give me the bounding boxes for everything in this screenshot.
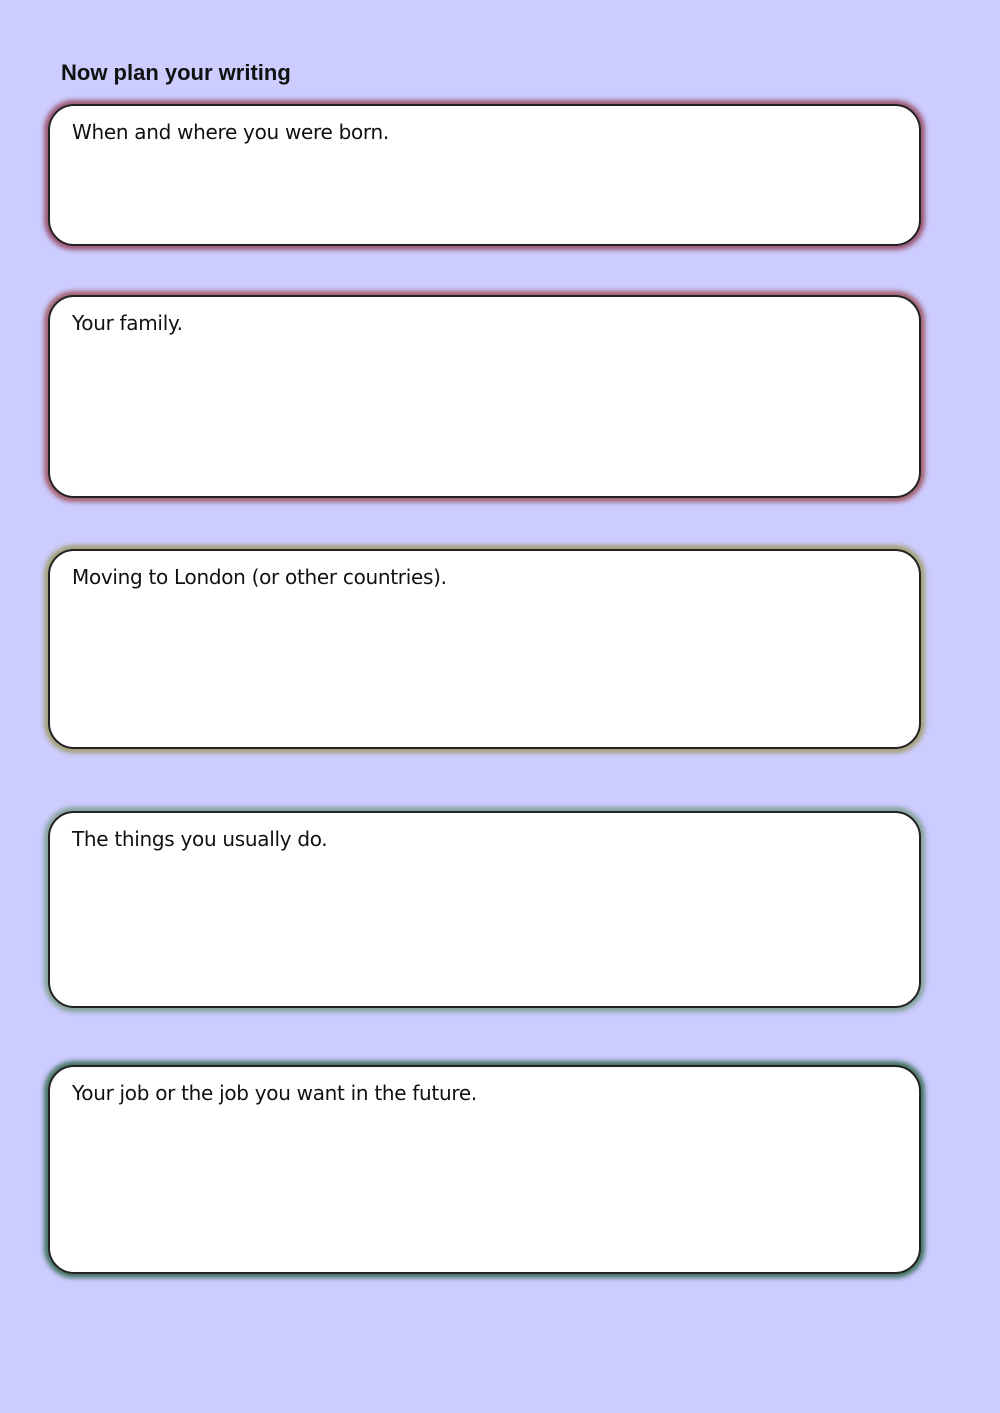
writing-box-prompt: Moving to London (or other countries). <box>72 565 447 589</box>
writing-box-prompt: When and where you were born. <box>72 120 389 144</box>
writing-box-answer-field[interactable] <box>72 1119 897 1258</box>
writing-box-answer-field[interactable] <box>72 158 897 230</box>
writing-box-birth[interactable] <box>48 104 921 246</box>
writing-box-answer-field[interactable] <box>72 603 897 733</box>
writing-box-routine[interactable] <box>48 811 921 1008</box>
page-title: Now plan your writing <box>61 60 291 85</box>
writing-box-prompt: Your job or the job you want in the future. <box>72 1081 477 1105</box>
writing-box-moving[interactable] <box>48 549 921 749</box>
writing-box-answer-field[interactable] <box>72 349 897 482</box>
writing-box-answer-field[interactable] <box>72 865 897 992</box>
writing-box-prompt: The things you usually do. <box>72 827 328 851</box>
writing-box-family[interactable] <box>48 295 921 498</box>
writing-box-prompt: Your family. <box>72 311 183 335</box>
writing-box-job[interactable] <box>48 1065 921 1274</box>
